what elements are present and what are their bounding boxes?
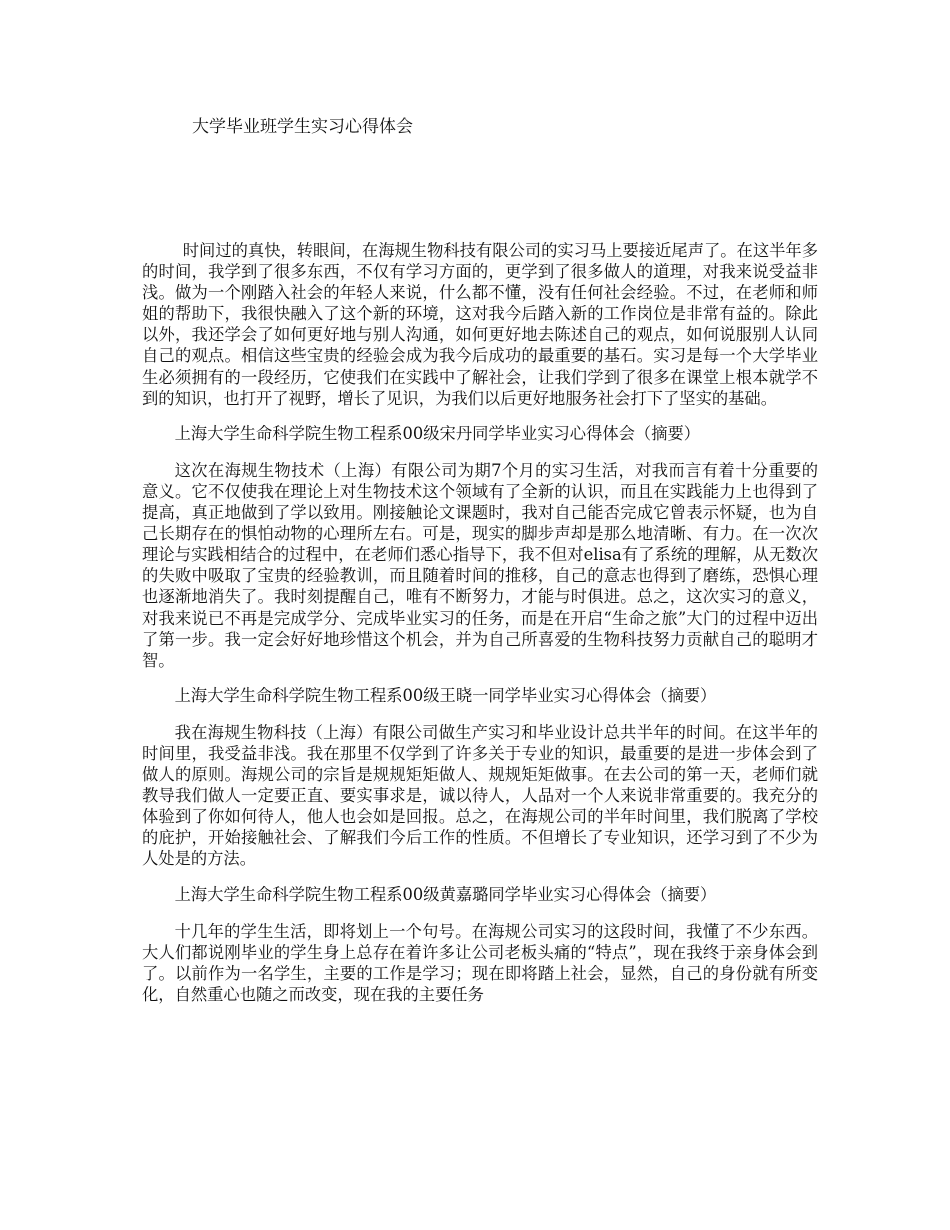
section-paragraph-wang-xiaoyi: 我在海规生物科技（上海）有限公司做生产实习和毕业设计总共半年的时间。在这半年的时间里，我受益非浅。我在那里不仅学到了许多关于专业的知识，最重要的是进一步体会到了做人的原则。海规公司的宗旨是规规矩矩做人、规规矩矩做事。在去公司的第一天，老师们就教导我们做人一定要正直、要实事求是，诚以待人，人品对一个人来说非常重要的。我充分的体验到了你如何待人，他人也会如是回报。总之，在海规公司的半年时间里，我们脱离了学校的庇护，开始接触社会、了解我们今后工作的性质。不但增长了专业知识，还学习到了不少为人处是的方法。 [142,722,818,869]
section-heading-wang-xiaoyi: 上海大学生命科学院生物工程系00级王晓一同学毕业实习心得体会（摘要） [174,685,717,705]
section-paragraph-song-dan: 这次在海规生物技术（上海）有限公司为期7个月的实习生活，对我而言有着十分重要的意义。它不仅使我在理论上对生物技术这个领域有了全新的认识，而且在实践能力上也得到了提高，真正地做到了学以致用。刚接触论文课题时，我对自己能否完成它曾表示怀疑，也为自己长期存在的惧怕动物的心理所左右。可是，现实的脚步声却是那么地清晰、有力。在一次次理论与实践相结合的过程中，在老师们悉心指导下，我不但对elisa有了系统的理解，从无数次的失败中吸取了宝贵的经验教训，而且随着时间的推移，自己的意志也得到了磨练，恐惧心理也逐渐地消失了。我时刻提醒自己，唯有不断努力，才能与时俱进。总之，这次实习的意义，对我来说已不再是完成学分、完成毕业实习的任务，而是在开启“生命之旅”大门的过程中迈出了第一步。我一定会好好地珍惜这个机会，并为自己所喜爱的生物科技努力贡献自己的聪明才智。 [142,460,818,670]
intro-paragraph: 时间过的真快，转眼间，在海规生物科技有限公司的实习马上要接近尾声了。在这半年多的时间，我学到了很多东西，不仅有学习方面的，更学到了很多做人的道理，对我来说受益非浅。做为一个刚踏入社会的年轻人来说，什么都不懂，没有任何社会经验。不过，在老师和师姐的帮助下，我很快融入了这个新的环境，这对我今后踏入新的工作岗位是非常有益的。除此以外，我还学会了如何更好地与别人沟通，如何更好地去陈述自己的观点，如何说服别人认同自己的观点。相信这些宝贵的经验会成为我今后成功的最重要的基石。实习是每一个大学毕业生必须拥有的一段经历，它使我们在实践中了解社会，让我们学到了很多在课堂上根本就学不到的知识，也打开了视野，增长了见识，为我们以后更好地服务社会打下了坚实的基础。 [142,241,818,408]
section-heading-song-dan: 上海大学生命科学院生物工程系00级宋丹同学毕业实习心得体会（摘要） [174,423,701,443]
document-body [142,240,818,1005]
section-paragraph-huang-jialu: 十几年的学生生活，即将划上一个句号。在海规公司实习的这段时间，我懂了不少东西。大人们都说刚毕业的学生身上总存在着许多让公司老板头痛的“特点”，现在我终于亲身体会到了。以前作为一名学生，主要的工作是学习；现在即将踏上社会，显然，自己的身份就有所变化，自然重心也随之而改变，现在我的主要任务 [142,921,818,1004]
document-title: 大学毕业班学生实习心得体会 [192,117,413,137]
section-heading-huang-jialu: 上海大学生命科学院生物工程系00级黄嘉璐同学毕业实习心得体会（摘要） [174,884,717,904]
